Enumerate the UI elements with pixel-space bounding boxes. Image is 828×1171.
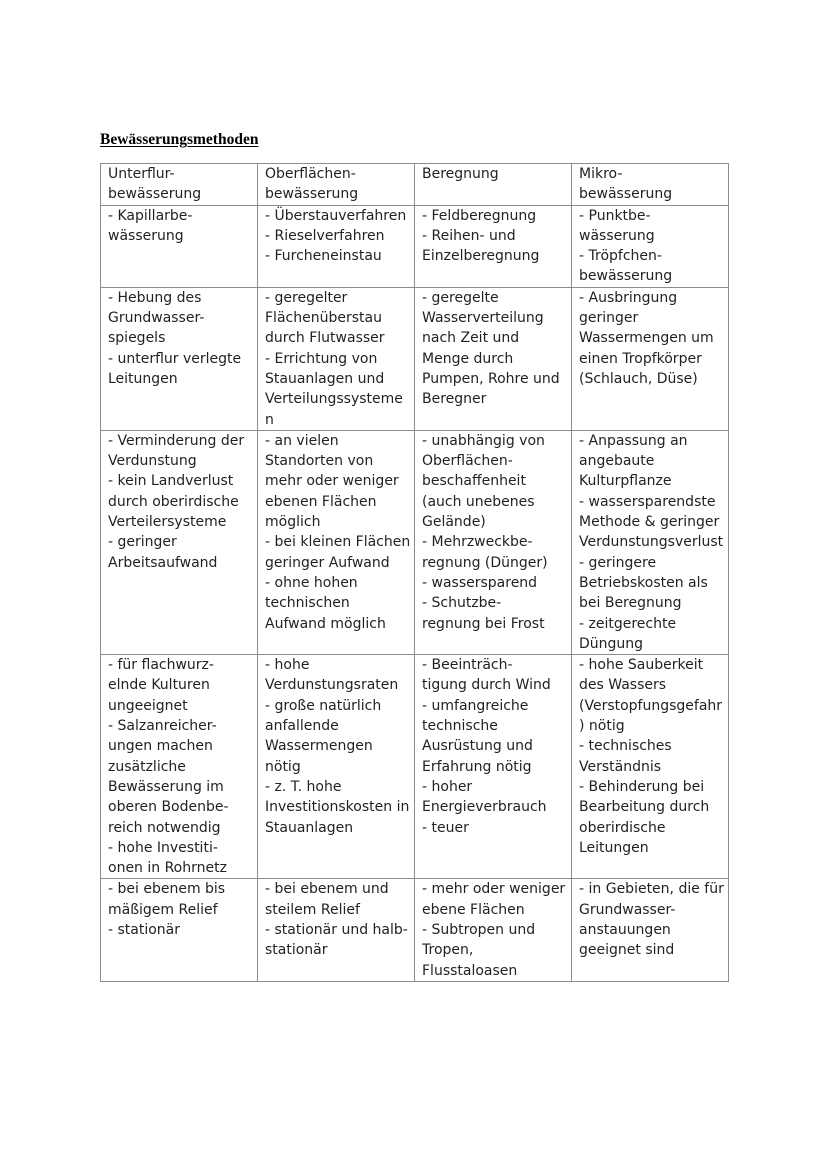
table-cell: - Kapillarbe- wässerung — [101, 205, 258, 287]
table-row-einsatzgebiete — [101, 879, 729, 981]
table-cell: - in Gebieten, die für Grundwasser- anstauungen geeignet sind — [572, 879, 729, 981]
header-cell-beregnung: Beregnung — [415, 164, 572, 206]
table-cell: - Feldberegnung - Reihen- und Einzelberegnung — [415, 205, 572, 287]
table-cell: - unabhängig von Oberflächen- beschaffenheit (auch unebenes Gelände) - Mehrzweckbe- regnung (Dünger) - wassersparend - Schutzbe- regnung bei Frost — [415, 430, 572, 654]
table-cell: - für flachwurz- elnde Kulturen ungeeignet - Salzanreicher- ungen machen zusätzliche Bewässerung im oberen Bodenbe- reich notwendig - hohe Investiti- onen in Rohrnetz — [101, 655, 258, 879]
table-row-nachteile — [101, 655, 729, 879]
table-cell: - Beeinträch- tigung durch Wind - umfangreiche technische Ausrüstung und Erfahrung nötig - hoher Energieverbrauch - teuer — [415, 655, 572, 879]
table-cell: - Anpassung an angebaute Kulturpflanze - wassersparendste Methode & geringer Verdunstungsverlust - geringere Betriebskosten als bei Beregnung - zeitgerechte Düngung — [572, 430, 729, 654]
table-cell: - Punktbe- wässerung - Tröpfchen- bewässerung — [572, 205, 729, 287]
table-cell: - bei ebenem und steilem Relief - stationär und halb- stationär — [258, 879, 415, 981]
header-cell-mikro: Mikro- bewässerung — [572, 164, 729, 206]
table-header-row — [101, 164, 729, 206]
table-row-funktionsweise — [101, 287, 729, 430]
header-cell-unterflur: Unterflur- bewässerung — [101, 164, 258, 206]
table-row-verfahren — [101, 205, 729, 287]
table-cell: - geregelter Flächenüberstau durch Flutwasser - Errichtung von Stauanlagen und Verteilungssysteme n — [258, 287, 415, 430]
table-cell: - bei ebenem bis mäßigem Relief - stationär — [101, 879, 258, 981]
header-cell-oberflaechen: Oberflächen- bewässerung — [258, 164, 415, 206]
table-cell: - hohe Verdunstungsraten - große natürlich anfallende Wassermengen nötig - z. T. hohe Investitionskosten in Stauanlagen — [258, 655, 415, 879]
table-cell: - geregelte Wasserverteilung nach Zeit und Menge durch Pumpen, Rohre und Beregner — [415, 287, 572, 430]
table-row-vorteile — [101, 430, 729, 654]
table-cell: - mehr oder weniger ebene Flächen - Subtropen und Tropen, Flusstaloasen — [415, 879, 572, 981]
irrigation-methods-table — [100, 163, 729, 982]
table-cell: - Überstauverfahren - Rieselverfahren - Furcheneinstau — [258, 205, 415, 287]
page-title: Bewässerungsmethoden — [100, 131, 259, 148]
table-cell: - an vielen Standorten von mehr oder weniger ebenen Flächen möglich - bei kleinen Flächen geringer Aufwand - ohne hohen technischen Aufwand möglich — [258, 430, 415, 654]
table-cell: - Hebung des Grundwasser- spiegels - unterflur verlegte Leitungen — [101, 287, 258, 430]
table-cell: - hohe Sauberkeit des Wassers (Verstopfungsgefahr ) nötig - technisches Verständnis - Behinderung bei Bearbeitung durch oberirdische Leitungen — [572, 655, 729, 879]
table-cell: - Verminderung der Verdunstung - kein Landverlust durch oberirdische Verteilersysteme - geringer Arbeitsaufwand — [101, 430, 258, 654]
table-cell: - Ausbringung geringer Wassermengen um einen Tropfkörper (Schlauch, Düse) — [572, 287, 729, 430]
